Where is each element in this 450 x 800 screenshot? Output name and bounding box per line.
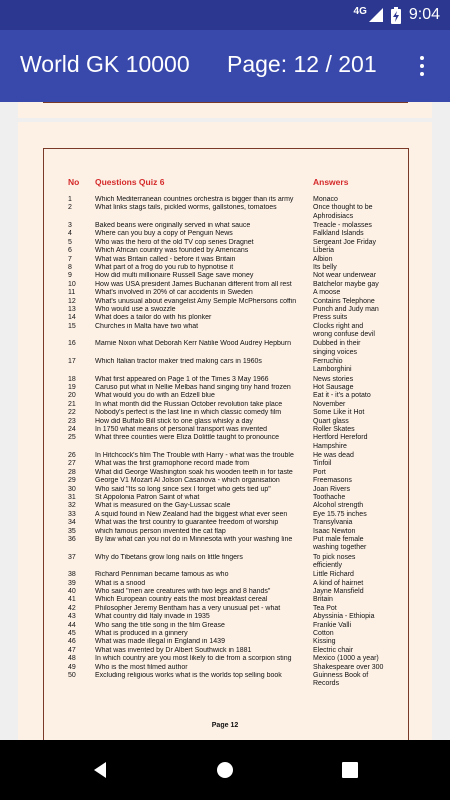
row-number: 38: [68, 571, 76, 579]
row-number: 28: [68, 468, 76, 476]
question-text: A squid found in New Zealand had the biggest what ever seen: [95, 510, 288, 518]
question-text: Marnie Nixon what Deborah Kerr Natilie Wood Audrey Hepburn: [95, 340, 291, 348]
question-text: What first appeared on Page 1 of the Times 3 May 1966: [95, 375, 269, 383]
answer-line: Frankie Valli: [313, 621, 351, 629]
network-type: 4G: [353, 5, 367, 17]
answer-line: efficiently: [313, 562, 343, 569]
header-answer: Answers: [313, 177, 349, 187]
page-footer: Page 12: [211, 722, 239, 729]
row-number: 42: [68, 604, 76, 612]
answer-line: Guinness Book of: [313, 672, 369, 679]
answer-text: [313, 256, 413, 264]
answer-line: singing voices: [313, 348, 357, 356]
row-number: 23: [68, 417, 76, 425]
answer-line: Dubbed in their: [313, 340, 361, 348]
question-text: Who would use a swozzle: [95, 306, 176, 313]
answer-text: [313, 528, 413, 536]
question-text: Who said "Its so long since sex I forget who gets tied up": [95, 485, 271, 493]
question-text: What does a tailor do with his plonker: [95, 314, 212, 322]
row-number: 46: [68, 638, 76, 646]
row-number: 44: [68, 621, 76, 629]
question-text: Nobody's perfect is the last line in which classic comedy film: [95, 409, 282, 417]
row-number: 50: [68, 672, 76, 679]
row-number: 32: [68, 502, 76, 510]
question-text: What was the first gramophone record made from: [95, 460, 250, 468]
question-text: Who is the most filmed author: [95, 663, 188, 671]
question-text: Excluding religious works what is the worlds top selling book: [95, 672, 282, 679]
answer-line: Treacle - molasses: [313, 222, 372, 229]
answer-line: Abyssinia - Ethiopia: [313, 613, 375, 621]
row-number: 22: [68, 409, 76, 417]
row-number: 5: [68, 238, 72, 246]
question-text: What's unusual about evangelist Amy Semple McPhersons coffin: [95, 297, 297, 305]
row-number: 11: [68, 289, 76, 297]
answer-text: [313, 204, 413, 221]
row-number: 35: [68, 527, 76, 535]
answer-line: Records: [313, 680, 340, 688]
home-icon[interactable]: [213, 758, 237, 782]
answer-line: Put male female: [313, 536, 364, 543]
answer-line: A moose: [313, 289, 341, 297]
question-text: Where can you buy a copy of Penguin News: [95, 230, 233, 238]
answer-text: [313, 272, 413, 280]
row-number: 47: [68, 646, 76, 654]
answer-text: [313, 519, 413, 527]
row-number: 15: [68, 322, 76, 330]
header-no: No: [68, 177, 80, 187]
row-number: 16: [68, 340, 76, 348]
answer-text: [313, 401, 413, 409]
answer-text: [313, 323, 413, 340]
answer-line: News stories: [313, 375, 354, 383]
page-indicator: Page: 12 / 201: [227, 51, 377, 77]
row-number: 26: [68, 452, 76, 459]
answer-line: Albion: [313, 255, 333, 263]
question-text: How did Buffalo Bill stick to one glass whisky a day: [95, 417, 253, 425]
row-number: 24: [68, 426, 76, 433]
question-text: Baked beans were originally served in what sauce: [95, 222, 251, 229]
battery-charging-icon: [391, 7, 401, 24]
answer-line: Once thought to be: [313, 204, 373, 212]
question-text: What would you do with an Edzell blue: [95, 392, 215, 400]
row-number: 6: [68, 247, 72, 255]
answer-text: [313, 494, 413, 502]
navigation-bar: [0, 740, 450, 800]
question-text: What was invented by Dr Albert Southwick in 1881: [95, 646, 252, 654]
document-page: [18, 122, 432, 740]
answer-line: Ferruchio: [313, 358, 343, 365]
row-number: 34: [68, 519, 76, 527]
question-text: In 1750 what means of personal transport was invented: [95, 426, 267, 433]
row-number: 4: [68, 230, 72, 238]
answer-line: Aphrodisiacs: [313, 212, 354, 220]
row-number: 27: [68, 460, 76, 468]
question-text: What's involved in 20% of car accidents in Sweden: [95, 289, 253, 297]
row-number: 37: [68, 553, 76, 561]
answer-line: A kind of hairnet: [313, 579, 364, 587]
row-number: 21: [68, 400, 76, 408]
pdf-viewer[interactable]: [0, 102, 450, 740]
row-number: 39: [68, 579, 76, 587]
question-text: Who sang the title song in the film Grease: [95, 621, 225, 629]
question-text: Which Italian tractor maker tried making cars in 1960s: [95, 358, 262, 365]
question-text: St Appolonia Patron Saint of what: [95, 494, 200, 501]
row-number: 1: [68, 196, 72, 203]
question-text: Who was the hero of the old TV cop series Dragnet: [95, 238, 254, 246]
question-text: Caruso put what in Nellie Melbas hand singing tiny hand frozen: [95, 384, 291, 391]
answer-line: He was dead: [313, 452, 354, 459]
answer-line: Lamborghini: [313, 366, 352, 374]
answer-line: Port: [313, 468, 326, 476]
answer-line: Sergeant Joe Friday: [313, 238, 377, 246]
row-number: 41: [68, 596, 76, 604]
answer-line: Electric chair: [313, 646, 354, 654]
answer-text: [313, 358, 413, 375]
question-text: What was the first country to guarantee freedom of worship: [95, 519, 279, 527]
row-number: 7: [68, 255, 72, 263]
app-bar: [0, 30, 450, 102]
back-icon[interactable]: [88, 758, 112, 782]
answer-line: washing together: [313, 544, 367, 552]
answer-text: [313, 588, 413, 596]
question-text: Which Mediterranean countries orchestra is bigger than its army: [95, 196, 294, 203]
answer-text: [313, 264, 413, 272]
answer-line: Roller Skates: [313, 426, 355, 433]
answer-text: [313, 426, 413, 434]
row-number: 20: [68, 392, 76, 400]
answer-text: [313, 392, 413, 400]
row-number: 25: [68, 434, 76, 442]
answer-line: Jayne Mansfield: [313, 588, 364, 595]
row-number: 40: [68, 588, 76, 595]
answer-line: Quart glass: [313, 417, 349, 425]
answer-text: [313, 434, 413, 451]
row-number: 33: [68, 510, 76, 518]
row-number: 8: [68, 264, 72, 271]
answer-line: Tinfoil: [313, 460, 332, 468]
answer-line: Cotton: [313, 630, 334, 637]
answer-text: [313, 452, 413, 460]
answer-line: To pick noses: [313, 553, 356, 561]
row-number: 36: [68, 536, 76, 543]
row-number: 14: [68, 314, 76, 322]
answer-line: Toothache: [313, 494, 346, 501]
answer-text: [313, 469, 413, 477]
row-number: 45: [68, 630, 76, 637]
answer-text: [313, 655, 413, 663]
answer-line: Shakespeare over 300: [313, 663, 384, 671]
question-text: What did George Washington soak his wooden teeth in for taste: [95, 468, 293, 476]
answer-line: wrong confuse devil: [313, 331, 375, 339]
question-text: What was Britain called - before it was Britain: [95, 255, 236, 263]
answer-text: [313, 596, 413, 604]
question-text: What is a snood: [95, 579, 146, 587]
answer-line: Eat it - it's a potato: [313, 392, 371, 400]
answer-line: Clocks right and: [313, 322, 364, 330]
question-text: What country did Italy invade in 1935: [95, 613, 210, 621]
question-text: In what month did the Russian October revolution take place: [95, 400, 283, 408]
overflow-menu-icon[interactable]: [412, 52, 432, 80]
answer-text: [313, 536, 413, 553]
answer-text: [313, 580, 413, 588]
answer-line: Mexico (1000 a year): [313, 655, 379, 663]
row-number: 31: [68, 494, 76, 501]
header-question: Questions Quiz 6: [95, 177, 165, 187]
question-text: Which European country eats the most breakfast cereal: [95, 596, 268, 604]
answer-line: Its belly: [313, 264, 337, 271]
question-text: What part of a frog do you rub to hypnotise it: [95, 264, 234, 271]
answer-line: Hot Sausage: [313, 384, 354, 391]
answer-line: Liberia: [313, 247, 335, 255]
question-text: What is produced in a ginnery: [95, 630, 188, 637]
answer-text: [313, 613, 413, 621]
row-number: 48: [68, 655, 76, 663]
status-icons: [354, 0, 440, 30]
row-number: 10: [68, 280, 76, 288]
question-text: Which African country was founded by Americans: [95, 247, 249, 255]
answer-line: Press suits: [313, 314, 348, 322]
answer-text: [313, 638, 413, 646]
answer-line: Falkland Islands: [313, 230, 364, 238]
answer-line: Britain: [313, 596, 333, 604]
answer-line: Not wear underwear: [313, 272, 377, 280]
question-text: What was made illegal in England in 1439: [95, 638, 225, 646]
answer-text: [313, 247, 413, 255]
answer-text: [313, 418, 413, 426]
app-title: World GK 10000: [20, 51, 190, 77]
answer-text: [313, 630, 413, 638]
answer-text: [313, 376, 413, 384]
question-text: George V1 Mozart Al Jolson Casanova - which organisation: [95, 477, 280, 485]
status-bar: [0, 0, 450, 30]
row-number: 29: [68, 477, 76, 485]
answer-line: Contains Telephone: [313, 297, 375, 305]
row-number: 9: [68, 272, 72, 280]
answer-text: [313, 460, 413, 468]
row-number: 17: [68, 358, 76, 365]
row-number: 2: [68, 204, 72, 212]
question-text: In which country are you most likely to die from a scorpion sting: [95, 655, 292, 663]
answer-text: [313, 477, 413, 485]
answer-text: [313, 664, 413, 672]
answer-line: Alcohol strength: [313, 502, 364, 510]
answer-text: [313, 622, 413, 630]
row-number: 12: [68, 297, 76, 305]
answer-line: Hampshire: [313, 442, 347, 450]
recents-icon[interactable]: [338, 758, 362, 782]
row-number: 18: [68, 375, 76, 383]
answer-text: [313, 306, 413, 314]
answer-line: Isaac Newton: [313, 527, 356, 535]
answer-text: [313, 289, 413, 297]
answer-text: [313, 554, 413, 571]
answer-line: Eye 15.75 inches: [313, 510, 367, 518]
answer-text: [313, 340, 413, 357]
row-number: 13: [68, 306, 76, 313]
answer-text: [313, 230, 413, 238]
question-text: What is measured on the Gay-Lussac scale: [95, 502, 231, 510]
answer-line: Transylvania: [313, 519, 353, 527]
row-number: 49: [68, 663, 76, 671]
answer-text: [313, 511, 413, 519]
answer-line: Punch and Judy man: [313, 306, 379, 313]
question-text: Richard Penniman became famous as who: [95, 571, 229, 579]
answer-text: [313, 239, 413, 247]
answer-line: Monaco: [313, 196, 338, 203]
signal-icon: [369, 8, 383, 22]
clock: 9:04: [408, 6, 440, 23]
question-text: Why do Tibetans grow long nails on little fingers: [95, 553, 243, 561]
answer-line: Batchelor maybe gay: [313, 280, 379, 288]
question-text: How was USA president James Buchanan different from all rest: [95, 280, 292, 288]
answer-line: Hertford Hereford: [313, 434, 368, 442]
answer-line: Little Richard: [313, 571, 354, 579]
question-text: Philosopher Jeremy Bentham has a very unusual pet - what: [95, 604, 281, 612]
answer-text: [313, 384, 413, 392]
answer-text: [313, 672, 413, 689]
answer-line: Kissing: [313, 638, 336, 646]
question-text: What links stags tails, pickled worms, gallstones, tomatoes: [95, 204, 277, 212]
previous-page-edge: [18, 102, 432, 118]
answer-line: Some Like it Hot: [313, 409, 365, 417]
answer-line: November: [313, 400, 346, 408]
question-text: Churches in Malta have two what: [95, 322, 199, 330]
answer-text: [313, 222, 413, 230]
answer-text: [313, 605, 413, 613]
question-text: which famous person invented the cat flap: [95, 527, 226, 535]
answer-text: [313, 409, 413, 417]
answer-line: Joan Rivers: [313, 485, 350, 493]
answer-text: [313, 298, 413, 306]
answer-text: [313, 502, 413, 510]
question-text: In Hitchcock's film The Trouble with Harry - what was the trouble: [95, 452, 294, 459]
answer-text: [313, 196, 413, 204]
question-text: How did multi millionaire Russell Sage save money: [95, 272, 254, 280]
answer-text: [313, 281, 413, 289]
question-text: What three counties were Eliza Dolittle taught to pronounce: [95, 434, 280, 442]
answer-text: [313, 571, 413, 579]
answer-text: [313, 314, 413, 322]
row-number: 30: [68, 485, 76, 493]
answer-line: Tea Pot: [313, 604, 337, 612]
question-text: Who said "men are creatures with two legs and 8 hands": [95, 588, 271, 595]
row-number: 43: [68, 613, 76, 621]
row-number: 3: [68, 222, 72, 229]
answer-text: [313, 486, 413, 494]
answer-line: Freemasons: [313, 477, 352, 485]
question-text: By law what can you not do in Minnesota with your washing line: [95, 536, 293, 543]
answer-text: [313, 647, 413, 655]
row-number: 19: [68, 384, 76, 391]
